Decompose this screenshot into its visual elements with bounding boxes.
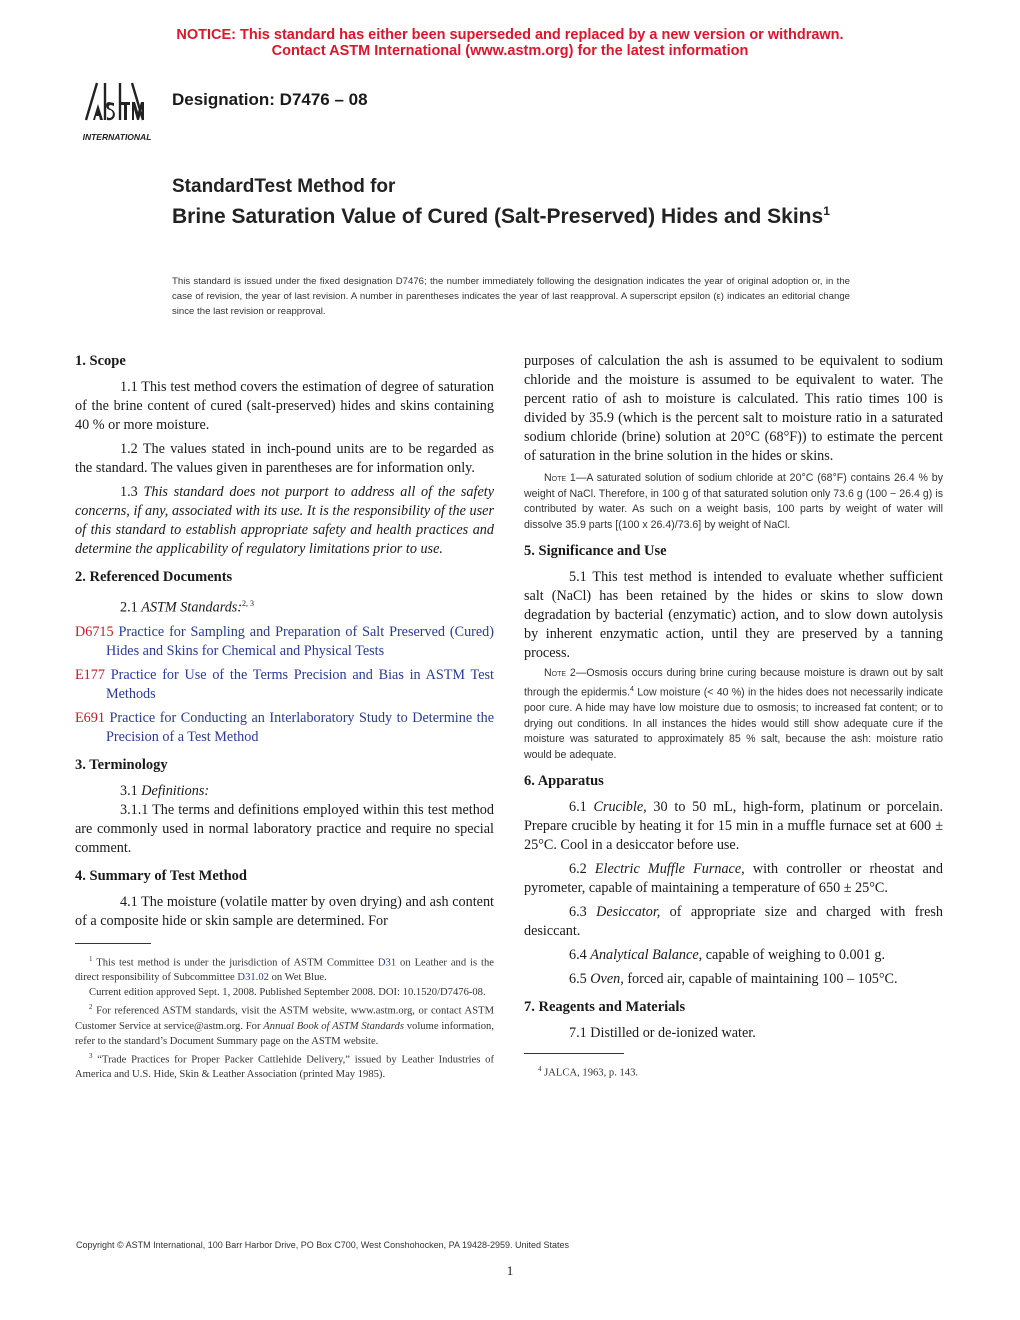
section-heading-apparatus: 6. Apparatus [524, 773, 604, 790]
para-4-1-continued: purposes of calculation the ash is assumed to be equivalent to sodium chloride and the moisture is assumed to be equivalent to water. The percent ratio of ash to moisture is calculated. This ratio times 100 is divided by 35.9 (which is the percent salt to moisture ratio in a saturated sodium chloride (brine) solution at 20°C (68°F)) to estimate the percent of saturation in the brine solution in the hides or skins. [524, 353, 943, 464]
para-1-3: 1.3 This standard does not purport to address all of the safety concerns, if any, associated with its use. It is the responsibility of the user of this standard to establish appropriate safety and health practices and determine the applicability of regulatory limitations prior to use. [75, 484, 494, 557]
footnote-rule [75, 943, 151, 944]
designation: Designation: D7476 – 08 [172, 90, 368, 109]
footnote-3: $^3$ “Trade Practices for Proper Packer Cattlehide Delivery,” issued by Leather Industries of America and U.S. Hide, Skin & Leather Association (printed May 1985). [75, 1051, 494, 1081]
title-line-2: Brine Saturation Value of Cured (Salt-Preserved) Hides and Skins$^1$ [172, 204, 830, 228]
para-6-5: 6.5 Oven, forced air, capable of maintaining 100 – 105°C. [569, 971, 898, 988]
section-heading-referenced-documents: 2. Referenced Documents [75, 569, 233, 585]
document-title [172, 176, 872, 230]
para-5-1: 5.1 This test method is intended to evaluate whether sufficient salt (NaCl) has been retained by the hides or skins to slow down degradation by bacterial (enzymatic) action, and to slow down autolysis by inherent enzymatic action, until they are preserved by a tanning process. [524, 569, 943, 662]
para-6-3: 6.3 Desiccator, of appropriate size and charged with fresh desiccant. [524, 904, 943, 940]
link-d31[interactable]: D31 [377, 957, 397, 969]
page-number: 1 [506, 1263, 514, 1278]
section-heading-significance: 5. Significance and Use [524, 543, 667, 560]
astm-logo [74, 76, 160, 146]
left-column [75, 352, 494, 1082]
para-1-1: 1.1 This test method covers the estimation of degree of saturation of the brine content of cured (salt-preserved) hides and skins containing 40 % or more moisture. [75, 379, 494, 433]
section-heading-scope: 1. Scope [75, 353, 126, 369]
footnote-1-edition: Current edition approved Sept. 1, 2008. Published September 2008. DOI: 10.1520/D7476-08. [89, 987, 486, 999]
para-1-2: 1.2 The values stated in inch-pound units are to be regarded as the standard. The values given in parentheses are for information only. [75, 441, 494, 476]
para-6-1: 6.1 Crucible, 30 to 50 mL, high-form, platinum or porcelain. Prepare crucible by heating it for 15 min in a muffle furnace set at 600 ± 25°C. Cool in a desiccator before use. [524, 799, 943, 854]
note-2: Note 2—Osmosis occurs during brine curing because moisture is drawn out by salt through the epidermis.$^4$ Low moisture (< 40 %) in the hides does not necessarily indicate poor cure. A hide may have low moisture due to osmosis; to increased fat content; or to drying out conditions. In all instances the hides would still show adequate cure if the moisture was saturated to approximately 85 % salt, because the ash: moisture ratio would be adequate. [524, 667, 943, 761]
footnote-2: $^2$ For referenced ASTM standards, visit the ASTM website, www.astm.org, or contact ASTM Customer Service at service@astm.org. For Annual Book of ASTM Standards volume information, refer to the standard’s Document Summary page on the ASTM website. [75, 1003, 494, 1047]
reference-e177[interactable]: E177 Practice for Use of the Terms Precision and Bias in ASTM Test Methods [75, 666, 494, 702]
title-line-1: StandardTest Method for [172, 176, 396, 197]
footnote-rule-right [524, 1053, 624, 1054]
section-heading-reagents: 7. Reagents and Materials [524, 999, 686, 1016]
section-heading-terminology: 3. Terminology [75, 756, 168, 773]
issuance-note: This standard is issued under the fixed designation D7476; the number immediately following the designation indicates the year of original adoption or, in the case of revision, the year of last revision. A number in parentheses indicates the year of last reapproval. A superscript epsilon (ε) indicates an editorial change since the last revision or reapproval. [172, 276, 850, 317]
footnote-1: $^1$ This test method is under the jurisdiction of ASTM Committee D31 on Leather and is the direct responsibility of Subcommittee D31.02 on Wet Blue. [75, 954, 494, 984]
para-6-2: 6.2 Electric Muffle Furnace, with controller or rheostat and pyrometer, capable of maintaining a temperature of 650 ± 25°C. [524, 861, 943, 897]
right-column [524, 352, 943, 1081]
footnote-4: $^4$ JALCA, 1963, p. 143. [538, 1065, 639, 1079]
para-2-1: 2.1 ASTM Standards:$^{2, 3}$ [120, 599, 255, 616]
link-d31-02[interactable]: D31.02 [237, 972, 269, 984]
reference-e691[interactable]: E691 Practice for Conducting an Interlaboratory Study to Determine the Precision of a Test Method [75, 709, 494, 745]
para-6-4: 6.4 Analytical Balance, capable of weighing to 0.001 g. [569, 947, 885, 964]
notice-line-2: Contact ASTM International (www.astm.org) for the latest information [271, 43, 749, 59]
note-1: Note 1—A saturated solution of sodium chloride at 20°C (68°F) contains 26.4 % by weight of NaCl. Therefore, in 100 g of that saturated solution only 73.6 g (100 − 26.4 g) is contributed by water. As such on a weight basis, 100 parts by weight of water will dissolve 35.9 parts [(100 x 26.4)/73.6] by weight of NaCl. [524, 472, 943, 531]
para-7-1: 7.1 Distilled or de-ionized water. [569, 1025, 756, 1042]
logo-wordmark: INTERNATIONAL [82, 132, 152, 142]
reference-d6715[interactable]: D6715 Practice for Sampling and Preparation of Salt Preserved (Cured) Hides and Skins for Chemical and Physical Tests [75, 623, 495, 659]
section-heading-summary: 4. Summary of Test Method [75, 867, 247, 884]
copyright-line: Copyright © ASTM International, 100 Barr Harbor Drive, PO Box C700, West Conshohocken, PA 19428-2959. United States [76, 1240, 570, 1250]
supersede-notice [0, 27, 1020, 59]
para-3-1-1: 3.1.1 The terms and definitions employed within this test method are commonly used in normal laboratory practice and require no special comment. [75, 801, 494, 856]
para-3-1: 3.1 Definitions: [120, 782, 210, 799]
notice-line-1: NOTICE: This standard has either been superseded and replaced by a new version or withdrawn. [176, 27, 844, 43]
para-4-1: 4.1 The moisture (volatile matter by oven drying) and ash content of a composite hide or skin sample are determined. For [75, 893, 494, 929]
